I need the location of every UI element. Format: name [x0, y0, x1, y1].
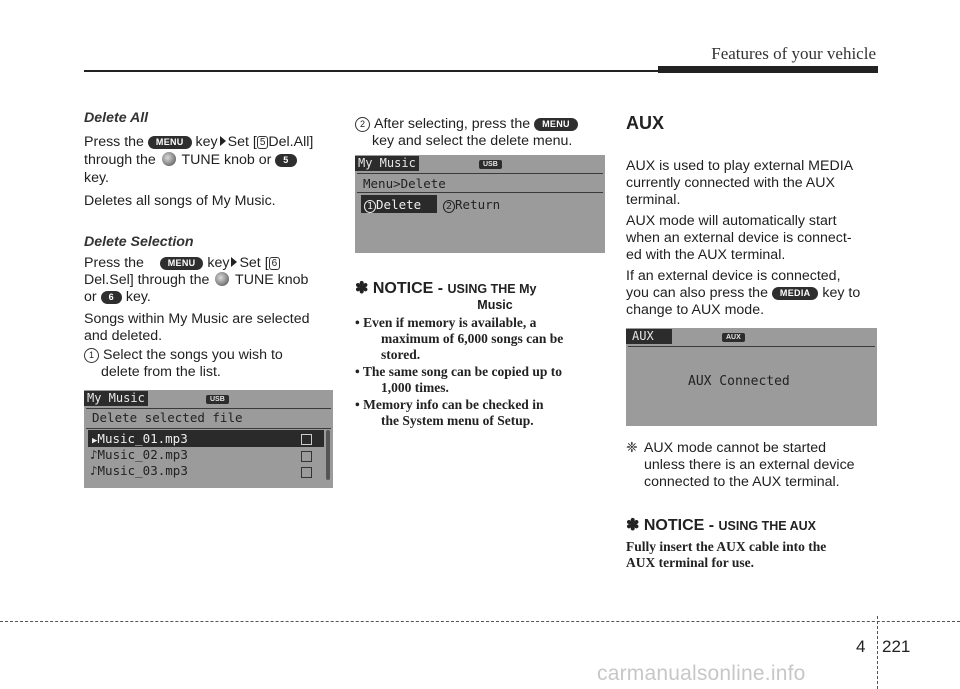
- delete-all-desc: Deletes all songs of My Music.: [84, 193, 276, 209]
- text-line: Fully insert the AUX cable into the: [626, 539, 827, 554]
- checkbox[interactable]: [301, 434, 312, 445]
- my-music-delete-screen: [84, 390, 333, 488]
- music-note-icon: ♪: [90, 463, 98, 478]
- delete-selection-line3: [84, 289, 151, 306]
- divider: [628, 346, 875, 347]
- notice-heading: [355, 278, 605, 298]
- notice-subtitle: USING THE My: [447, 282, 537, 296]
- key-6-badge: 6: [101, 291, 122, 304]
- arrow-right-icon: [231, 257, 237, 267]
- notice-subtitle-2: Music: [477, 298, 513, 312]
- tune-knob-icon: [215, 272, 229, 286]
- step2-line1: [355, 116, 578, 133]
- list-item-label: Music_03.mp3: [97, 463, 188, 478]
- menu-key-badge: MENU: [534, 118, 578, 131]
- text: key: [195, 134, 218, 150]
- key-5-badge: 5: [275, 154, 296, 167]
- text: Press the: [84, 134, 144, 150]
- text-line: AUX mode will automatically start: [626, 213, 837, 229]
- delete-all-line3: key.: [84, 170, 109, 186]
- menu-key-badge: MENU: [148, 136, 192, 149]
- delete-all-heading: Delete All: [84, 110, 149, 126]
- text: AUX mode cannot be started: [643, 440, 827, 456]
- delete-selection-line2: [84, 272, 308, 289]
- delete-all-line2: [84, 152, 297, 169]
- text-line: when an external device is connect-: [626, 230, 852, 246]
- scrollbar[interactable]: [326, 430, 330, 480]
- step-2-icon: 2: [355, 117, 370, 132]
- text-line: currently connected with the AUX: [626, 175, 835, 191]
- bullet-line: • The same song can be copied up to: [355, 364, 563, 379]
- delete-selection-desc2: and deleted.: [84, 328, 163, 344]
- divider: [86, 408, 331, 409]
- notice-label: NOTICE -: [372, 280, 444, 297]
- text: or: [84, 289, 97, 305]
- text: Del.All]: [268, 134, 314, 150]
- step2-line2: key and select the delete menu.: [372, 133, 573, 149]
- music-note-icon: ♪: [90, 447, 98, 462]
- aux-note: [626, 440, 878, 491]
- list-item[interactable]: [90, 463, 188, 478]
- header-rule: [84, 70, 662, 72]
- aux-heading: AUX: [626, 113, 665, 133]
- text-line: connected to the AUX terminal.: [644, 474, 840, 490]
- footer-rule: [0, 621, 960, 622]
- delete-selection-desc1: Songs within My Music are selected: [84, 311, 310, 327]
- header-title: Features of your vehicle: [711, 44, 876, 63]
- divider: [86, 428, 331, 429]
- chapter-number: 4: [856, 637, 866, 656]
- text: key: [207, 255, 230, 271]
- list-item[interactable]: [90, 447, 188, 462]
- aux-paragraph-1: [626, 158, 878, 209]
- text-line: If an external device is connected,: [626, 268, 841, 284]
- aux-badge: AUX: [722, 333, 745, 342]
- screen-header: Menu>Delete: [363, 176, 446, 191]
- text-line: change to AUX mode.: [626, 302, 765, 318]
- return-option[interactable]: [443, 197, 500, 214]
- notice-my-music: [355, 278, 605, 430]
- option-label: Delete: [376, 197, 422, 212]
- bullet-line: maximum of 6,000 songs can be: [381, 331, 564, 346]
- divider: [357, 192, 603, 193]
- text: TUNE knob or: [181, 152, 272, 168]
- arrow-right-icon: [220, 136, 226, 146]
- bullet-line: • Memory info can be checked in: [355, 397, 544, 412]
- bullet-line: • Even if memory is available, a: [355, 315, 537, 330]
- notice-aux: [626, 515, 878, 571]
- screen-header: Delete selected file: [92, 410, 243, 425]
- notice-body: [626, 539, 878, 571]
- media-key-badge: MEDIA: [772, 287, 819, 300]
- text-line: ed with the AUX terminal.: [626, 247, 786, 263]
- number-5-icon: 5: [257, 136, 269, 149]
- text-line: terminal.: [626, 192, 681, 208]
- option-number: 2: [443, 200, 455, 213]
- text-line: [626, 440, 878, 457]
- notice-heading: [626, 515, 878, 535]
- menu-delete-screen: [355, 155, 605, 253]
- play-icon: ▶: [92, 436, 98, 446]
- notice-symbol-icon: ✽: [355, 280, 369, 297]
- bullet-item: [355, 397, 605, 429]
- header-rule-thick: [658, 66, 878, 73]
- option-number: 1: [364, 200, 376, 213]
- list-item-label: Music_02.mp3: [97, 447, 188, 462]
- step1-line1: [84, 347, 283, 364]
- option-label: Return: [455, 197, 501, 212]
- bullet-item: [355, 364, 605, 396]
- bullet-line: the System menu of Setup.: [381, 413, 534, 428]
- step-1-icon: 1: [84, 348, 99, 363]
- number-6-icon: 6: [269, 257, 281, 270]
- bullet-item: [355, 315, 605, 363]
- checkbox[interactable]: [301, 467, 312, 478]
- text: Select the songs you wish to: [103, 347, 283, 363]
- text: through the: [84, 152, 156, 168]
- usb-badge: USB: [479, 160, 502, 169]
- checkbox[interactable]: [301, 451, 312, 462]
- menu-key-badge: MENU: [160, 257, 204, 270]
- text: key.: [125, 289, 151, 305]
- text-line: AUX terminal for use.: [626, 555, 754, 570]
- notice-bullets: [355, 315, 605, 429]
- text: After selecting, press the: [374, 116, 531, 132]
- text: Set [: [239, 255, 269, 271]
- watermark: carmanualsonline.info: [597, 662, 806, 685]
- text-line: unless there is an external device: [644, 457, 855, 473]
- aux-screen: [626, 328, 877, 426]
- text: Set [: [227, 134, 257, 150]
- delete-selection-heading: Delete Selection: [84, 234, 194, 250]
- text: key to: [822, 285, 861, 301]
- aux-connected-message: AUX Connected: [688, 374, 790, 389]
- divider: [357, 173, 603, 174]
- aux-paragraph-2: [626, 213, 878, 264]
- step1-line2: delete from the list.: [101, 364, 221, 380]
- text: TUNE knob: [235, 272, 309, 288]
- text-line: AUX is used to play external MEDIA: [626, 158, 854, 174]
- footer-divider: [877, 616, 878, 689]
- page-number: 221: [882, 637, 911, 656]
- bullet-line: 1,000 times.: [381, 380, 449, 395]
- text: Del.Sel] through the: [84, 272, 210, 288]
- delete-option[interactable]: [364, 197, 421, 214]
- delete-selection-line1: [84, 255, 334, 272]
- tune-knob-icon: [162, 152, 176, 166]
- usb-badge: USB: [206, 395, 229, 404]
- delete-all-line1: [84, 134, 313, 151]
- bullet-line: stored.: [381, 347, 421, 362]
- list-item-label: Music_01.mp3: [97, 431, 188, 446]
- notice-symbol-icon: ✽: [626, 517, 640, 534]
- screen-title: My Music: [84, 391, 148, 406]
- text: Press the: [84, 255, 144, 271]
- notice-subtitle: USING THE AUX: [718, 519, 816, 533]
- note-symbol-icon: ❈: [626, 440, 638, 456]
- aux-paragraph-3: [626, 268, 878, 319]
- screen-title: My Music: [355, 156, 419, 171]
- text-line: [626, 285, 878, 302]
- text: you can also press the: [626, 285, 768, 301]
- notice-label: NOTICE -: [643, 517, 715, 534]
- screen-title: AUX: [626, 329, 672, 344]
